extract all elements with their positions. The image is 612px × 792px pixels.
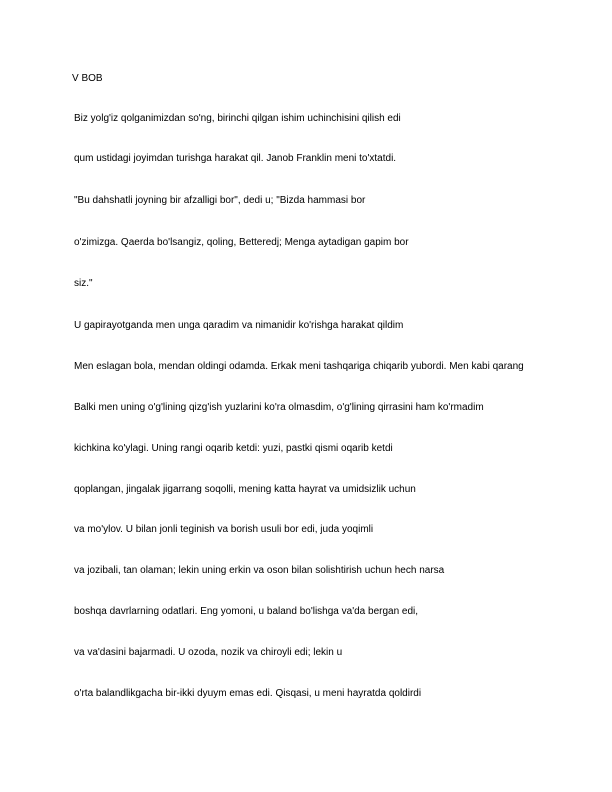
text-line-3: "Bu dahshatli joyning bir afzalligi bor", dedi u; "Bizda hammasi bor xyxy=(74,195,366,206)
text-line-2: qum ustidagi joyimdan turishga harakat qil. Janob Franklin meni to'xtatdi. xyxy=(74,153,397,164)
text-line-13: boshqa davrlarning odatlari. Eng yomoni, u baland bo'lishga va'da bergan edi, xyxy=(74,606,419,617)
chapter-heading: V BOB xyxy=(72,73,103,84)
text-line-6: U gapirayotganda men unga qaradim va nimanidir ko'rishga harakat qildim xyxy=(74,320,404,331)
text-line-11: va mo'ylov. U bilan jonli teginish va borish usuli bor edi, juda yoqimli xyxy=(74,524,374,535)
text-line-1: Biz yolg'iz qolganimizdan so'ng, birinchi qilgan ishim uchinchisini qilish edi xyxy=(74,113,401,124)
text-line-9: kichkina ko'ylagi. Uning rangi oqarib ketdi: yuzi, pastki qismi oqarib ketdi xyxy=(74,443,393,454)
text-line-10: qoplangan, jingalak jigarrang soqolli, mening katta hayrat va umidsizlik uchun xyxy=(74,484,416,495)
text-line-8: Balki men uning o'g'lining qizg'ish yuzlarini ko'ra olmasdim, o'g'lining qirrasini ham ko'rmadim xyxy=(74,402,484,413)
text-line-14: va va'dasini bajarmadi. U ozoda, nozik va chiroyli edi; lekin u xyxy=(74,647,343,658)
text-line-5: siz." xyxy=(74,278,93,289)
text-line-12: va jozibali, tan olaman; lekin uning erkin va oson bilan solishtirish uchun hech narsa xyxy=(74,565,445,576)
text-line-15: o'rta balandlikgacha bir-ikki dyuym emas edi. Qisqasi, u meni hayratda qoldirdi xyxy=(74,688,422,699)
text-line-4: o'zimizga. Qaerda bo'lsangiz, qoling, Betteredj; Menga aytadigan gapim bor xyxy=(74,237,409,248)
text-line-7: Men eslagan bola, mendan oldingi odamda. Erkak meni tashqariga chiqarib yubordi. Men kabi qarang xyxy=(74,361,524,372)
